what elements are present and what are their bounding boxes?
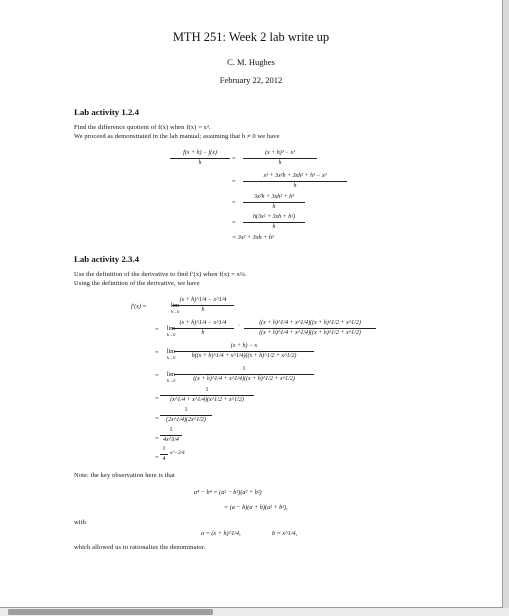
limit-subscript: h→0 bbox=[166, 378, 176, 383]
equals-sign: = bbox=[155, 415, 159, 422]
limit-word: lim bbox=[166, 371, 176, 378]
limit-word: lim bbox=[166, 325, 176, 332]
row-6-numerator: 1 bbox=[184, 407, 188, 413]
equals-sign: = bbox=[155, 395, 159, 402]
lhs-numerator: f(x + h) − f(x) bbox=[183, 150, 217, 156]
step-3-denominator: h bbox=[272, 204, 276, 210]
equals-sign: = bbox=[232, 155, 236, 162]
difference-quotient-lhs bbox=[170, 149, 230, 167]
limit-word: lim bbox=[170, 302, 180, 309]
row-8-power: x^−3/4 bbox=[170, 450, 185, 456]
row-5-fraction bbox=[160, 386, 254, 404]
row-2-fraction-b bbox=[244, 319, 376, 337]
row-1-fraction bbox=[172, 296, 234, 314]
row-4-denominator: ((x + h)^1/4 + x^1/4)((x + h)^1/2 + x^1/2) bbox=[193, 376, 295, 382]
step-3-fraction bbox=[243, 193, 305, 211]
row-6-fraction bbox=[160, 406, 212, 424]
equals-sign: = bbox=[155, 372, 159, 379]
limit-subscript: h→0 bbox=[166, 332, 176, 337]
with-word: with bbox=[74, 519, 86, 526]
b-definition: b = x^1/4, bbox=[272, 530, 298, 537]
step-4-numerator: h(3x² + 3xh + h²) bbox=[252, 214, 296, 220]
document-date: February 22, 2012 bbox=[219, 75, 283, 85]
equals-sign: = bbox=[155, 435, 159, 442]
row-1-denominator: h bbox=[201, 307, 205, 313]
document-title: MTH 251: Week 2 lab write up bbox=[172, 30, 330, 44]
a-definition: a = (x + h)^1/4, bbox=[201, 530, 241, 537]
step-4-denominator: h bbox=[272, 224, 276, 230]
identity-line-2: = (a − b)(a + b)(a² + b²), bbox=[224, 504, 288, 511]
section-heading-2: Lab activity 2.3.4 bbox=[74, 254, 139, 264]
row-7-numerator: 1 bbox=[169, 427, 173, 433]
section2-intro: Use the definition of the derivative to find f′(x) when f(x) = x¼. bbox=[74, 271, 247, 278]
section2-method: Using the definition of the derivative, we have bbox=[74, 280, 200, 287]
equals-sign: = bbox=[232, 199, 236, 206]
equals-sign: = bbox=[155, 349, 159, 356]
row-3-numerator: (x + h) − x bbox=[230, 343, 258, 349]
step-2-denominator: h bbox=[293, 183, 297, 189]
equals-sign: = bbox=[232, 219, 236, 226]
section-heading-1: Lab activity 1.2.4 bbox=[74, 107, 139, 117]
row-6-denominator: (2x^1/4)(2x^1/2) bbox=[166, 417, 206, 423]
section1-intro: Find the difference quotient of f(x) when f(x) = x³. bbox=[74, 124, 211, 131]
row-4-fraction bbox=[174, 365, 314, 383]
equals-sign: = bbox=[155, 454, 159, 461]
row-2a-denominator: h bbox=[201, 330, 205, 336]
limit-word: lim bbox=[166, 348, 176, 355]
row-5-denominator: (x^1/4 + x^1/4)(x^1/2 + x^1/2) bbox=[170, 397, 244, 403]
row-2b-numerator: ((x + h)^1/4 + x^1/4)((x + h)^1/2 + x^1/2) bbox=[259, 320, 361, 326]
row-4-numerator: 1 bbox=[242, 366, 246, 372]
limit-subscript: h→0 bbox=[170, 309, 180, 314]
row-1-numerator: (x + h)^1/4 − x^1/4 bbox=[179, 297, 227, 303]
step-4-fraction bbox=[243, 213, 305, 231]
row-2b-denominator: ((x + h)^1/4 + x^1/4)((x + h)^1/2 + x^1/2) bbox=[259, 330, 361, 336]
equals-sign: = bbox=[232, 178, 236, 185]
row-7-fraction bbox=[160, 426, 182, 444]
document-author: C. M. Hughes bbox=[227, 57, 275, 67]
step-2-numerator: x³ + 3x²h + 3xh² + h³ − x³ bbox=[263, 173, 327, 179]
row-8-fraction bbox=[160, 445, 168, 463]
step-2-fraction bbox=[243, 172, 347, 190]
closing-remark: which allowed us to rationalize the denominator. bbox=[74, 544, 206, 551]
step-3-numerator: 3x²h + 3xh² + h³ bbox=[254, 194, 294, 200]
identity-line-1: a⁴ − b⁴ = (a² − b²)(a² + b²) bbox=[194, 489, 262, 496]
section1-method: We proceed as demonstrated in the lab manual; assuming that h ≠ 0 we have bbox=[74, 133, 280, 140]
limit-subscript: h→0 bbox=[166, 355, 176, 360]
step-1-fraction bbox=[243, 149, 317, 167]
row-5-numerator: 1 bbox=[205, 387, 209, 393]
row-7-denominator: 4x^3/4 bbox=[163, 437, 179, 443]
row-2-fraction-a bbox=[172, 319, 234, 337]
key-observation-note: Note: the key observation here is that bbox=[74, 472, 175, 479]
row-3-fraction bbox=[174, 342, 314, 360]
row-2a-numerator: (x + h)^1/4 − x^1/4 bbox=[179, 320, 227, 326]
step-1-numerator: (x + h)³ − x³ bbox=[264, 150, 296, 156]
lhs-denominator: h bbox=[198, 160, 202, 166]
row-8-denominator: 4 bbox=[162, 456, 166, 462]
step-1-denominator: h bbox=[278, 160, 282, 166]
step-5-result: = 3x² + 3xh + h² bbox=[232, 234, 274, 241]
scrollbar-thumb[interactable] bbox=[8, 609, 213, 615]
row-3-denominator: h((x + h)^1/4 + x^1/4)((x + h)^1/2 + x^1/2) bbox=[191, 353, 297, 359]
equals-sign: = bbox=[155, 326, 159, 333]
multiply-sign: · bbox=[238, 322, 241, 329]
row-8-numerator: 1 bbox=[162, 446, 166, 452]
derivative-lhs: f′(x) = bbox=[131, 303, 147, 310]
